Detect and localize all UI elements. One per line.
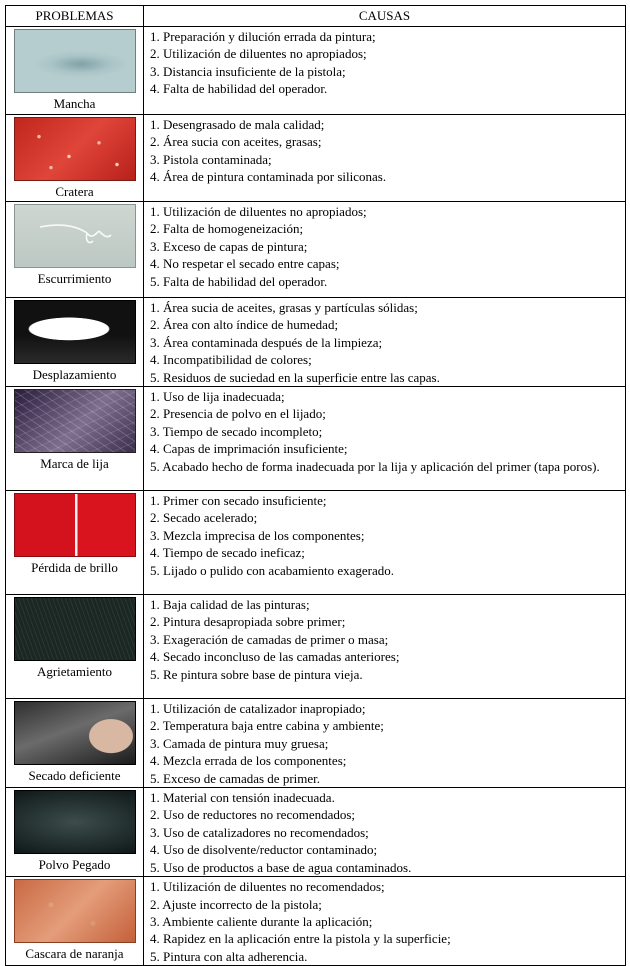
problem-cell (6, 877, 144, 966)
problem-cell (6, 115, 144, 202)
problem-name: Agrietamiento (36, 664, 113, 680)
cause-item: 4. No respetar el secado entre capas; (150, 256, 340, 272)
cause-item: 1. Baja calidad de las pinturas; (150, 597, 310, 613)
problem-cell (6, 699, 144, 788)
cause-item: 1. Utilización de catalizador inapropiado; (150, 701, 366, 717)
problem-name: Secado deficiente (28, 768, 121, 784)
problem-photo (14, 790, 136, 854)
table-row (6, 115, 626, 202)
cause-item: 1. Uso de lija inadecuada; (150, 389, 285, 405)
causes-cell (144, 115, 626, 202)
cause-item: 3. Uso de catalizadores no recomendados; (150, 824, 369, 840)
cause-item: 3. Pistola contaminada; (150, 151, 272, 167)
problem-name: Cascara de naranja (25, 946, 124, 962)
cause-item: 1. Desengrasado de mala calidad; (150, 117, 325, 132)
cause-item: 5. Uso de productos a base de agua contaminados. (150, 859, 412, 875)
problem-photo (14, 300, 136, 364)
problem-photo (14, 29, 136, 93)
cause-item: 2. Pintura desapropiada sobre primer; (150, 614, 346, 630)
cause-item: 4. Tiempo de secado ineficaz; (150, 545, 305, 561)
header-problems: PROBLEMAS (6, 6, 144, 27)
problem-photo (14, 389, 136, 453)
cause-item: 5. Lijado o pulido con acabamiento exagerado. (150, 562, 395, 578)
table-header-row (6, 6, 626, 27)
cause-item: 4. Incompatibilidad de colores; (150, 352, 312, 368)
cause-item: 2. Utilización de diluentes no apropiados; (150, 46, 367, 62)
header-causes: CAUSAS (144, 6, 626, 27)
problem-name: Cratera (55, 184, 94, 199)
cause-item: 2. Área sucia con aceites, grasas; (150, 134, 322, 150)
problem-cell (6, 595, 144, 699)
causes-cell (144, 699, 626, 788)
cause-item: 5. Re pintura sobre base de pintura vieja. (150, 666, 363, 682)
cause-item: 5. Falta de habilidad del operador. (150, 273, 328, 289)
cause-item: 3. Ambiente caliente durante la aplicación; (150, 913, 373, 929)
problem-name: Marca de lija (40, 456, 109, 472)
table-row (6, 877, 626, 966)
problems-causes-table (5, 5, 626, 966)
problem-cell (6, 491, 144, 595)
problem-cell (6, 27, 144, 115)
cause-item: 4. Capas de imprimación insuficiente; (150, 441, 348, 457)
problem-cell (6, 202, 144, 298)
table-row (6, 788, 626, 877)
causes-cell (144, 202, 626, 298)
cause-item: 1. Utilización de diluentes no recomendados; (150, 879, 385, 895)
problem-photo (14, 879, 136, 943)
cause-item: 3. Área contaminada después de la limpieza; (150, 334, 383, 350)
cause-item: 5. Pintura con alta adherencia. (150, 948, 308, 964)
cause-item: 4. Falta de habilidad del operador. (150, 81, 328, 97)
cause-item: 3. Mezcla imprecisa de los componentes; (150, 527, 365, 543)
problem-photo (14, 597, 136, 661)
cause-item: 3. Exageración de camadas de primer o masa; (150, 631, 389, 647)
cause-item: 1. Preparación y dilución errada da pintura; (150, 29, 376, 44)
cause-item: 4. Secado inconcluso de las camadas anteriores; (150, 649, 400, 665)
cause-item: 3. Distancia insuficiente de la pistola; (150, 63, 346, 79)
cause-item: 2. Ajuste incorrecto de la pistola; (150, 896, 322, 912)
problem-photo (14, 493, 136, 557)
problem-photo (14, 204, 136, 268)
table-body (6, 27, 626, 966)
cause-item: 5. Residuos de suciedad en la superficie entre las capas. (150, 369, 440, 385)
problem-cell (6, 788, 144, 877)
table-row (6, 699, 626, 788)
problem-name: Escurrimiento (37, 271, 112, 286)
cause-item: 4. Uso de disolvente/reductor contaminado; (150, 842, 378, 858)
table-row (6, 595, 626, 699)
cause-item: 2. Secado acelerado; (150, 510, 258, 526)
causes-cell (144, 491, 626, 595)
problem-cell (6, 298, 144, 387)
cause-item: 3. Tiempo de secado incompleto; (150, 423, 323, 439)
cause-item: 3. Exceso de capas de pintura; (150, 238, 308, 254)
cause-item: 1. Área sucia de aceites, grasas y partículas sólidas; (150, 300, 418, 315)
table-row (6, 387, 626, 491)
cause-item: 1. Material con tensión inadecuada. (150, 790, 335, 806)
cause-item: 4. Mezcla errada de los componentes; (150, 753, 347, 769)
cause-item: 4. Rapidez en la aplicación entre la pistola y la superficie; (150, 931, 451, 947)
cause-item: 2. Uso de reductores no recomendados; (150, 807, 356, 823)
causes-cell (144, 788, 626, 877)
cause-item: 2. Presencia de polvo en el lijado; (150, 406, 326, 422)
causes-cell (144, 595, 626, 699)
problem-name: Desplazamiento (32, 367, 117, 382)
problem-cell (6, 387, 144, 491)
problem-name: Pérdida de brillo (31, 560, 118, 576)
table-row (6, 27, 626, 115)
causes-cell (144, 298, 626, 387)
cause-item: 2. Área con alto índice de humedad; (150, 317, 339, 333)
causes-cell (144, 387, 626, 491)
table-row (6, 298, 626, 387)
cause-item: 4. Área de pintura contaminada por siliconas. (150, 169, 387, 185)
problem-name: Mancha (53, 96, 96, 111)
cause-item: 2. Temperatura baja entre cabina y ambiente; (150, 718, 384, 734)
cause-item: 5. Acabado hecho de forma inadecuada por la lija y aplicación del primer (tapa poros). (150, 458, 600, 474)
table-row (6, 202, 626, 298)
cause-item: 2. Falta de homogeneización; (150, 221, 304, 237)
causes-cell (144, 27, 626, 115)
problem-photo (14, 117, 136, 181)
problem-name: Polvo Pegado (38, 857, 111, 873)
causes-cell (144, 877, 626, 966)
cause-item: 1. Utilización de diluentes no apropiados; (150, 204, 367, 219)
table-row (6, 491, 626, 595)
cause-item: 3. Camada de pintura muy gruesa; (150, 735, 329, 751)
cause-item: 1. Primer con secado insuficiente; (150, 493, 327, 509)
cause-item: 5. Exceso de camadas de primer. (150, 770, 321, 786)
problem-photo (14, 701, 136, 765)
